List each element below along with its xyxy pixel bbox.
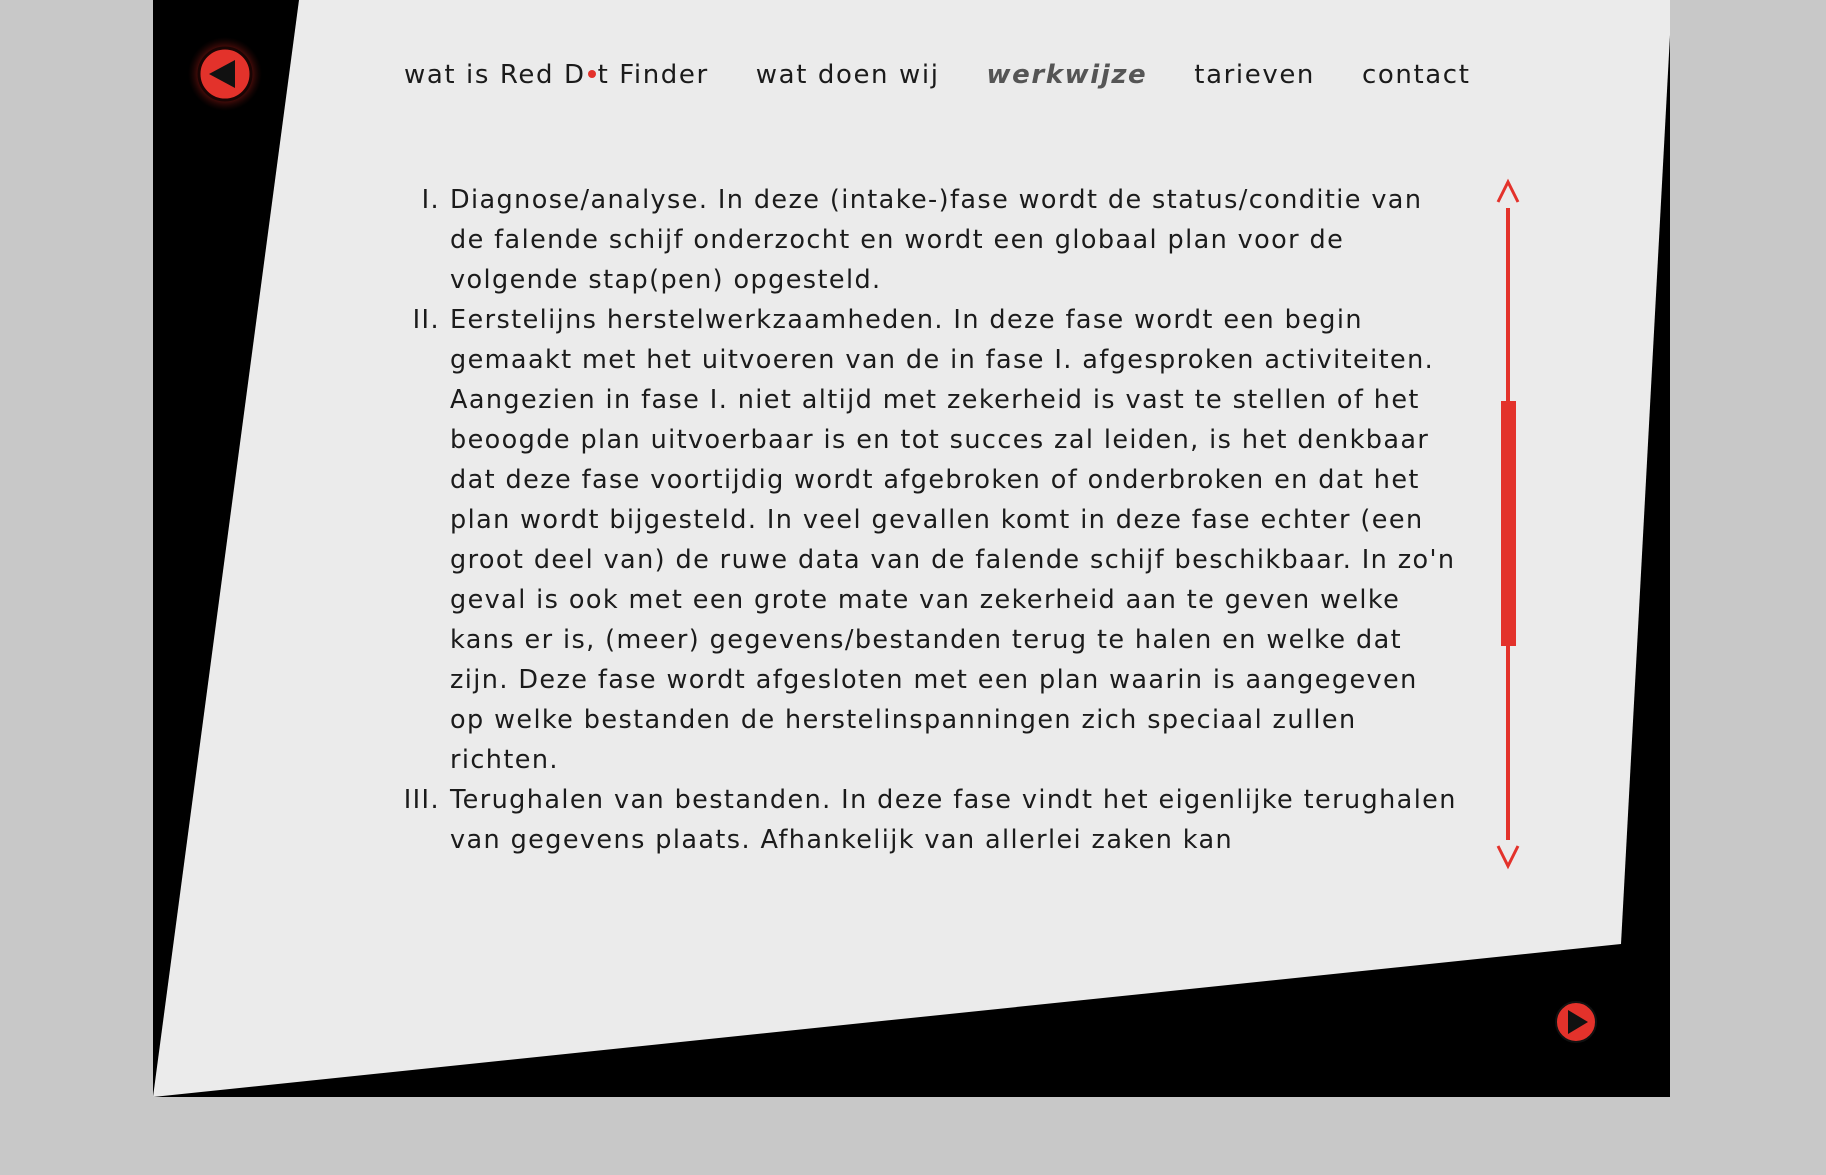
scrollbar[interactable]: [1493, 178, 1523, 870]
red-dot-icon: [588, 70, 596, 78]
main-nav: [404, 55, 1518, 95]
nav-item-wat-is-red-dot-finder[interactable]: [404, 60, 709, 90]
list-item: [368, 180, 1518, 300]
nav-label-part: t Finder: [597, 60, 709, 90]
step-text: Terughalen van bestanden. In deze fase vindt het eigenlijke terughalen van gegevens plaats. Afhankelijk van allerlei zaken kan: [450, 785, 1457, 855]
nav-item-werkwijze[interactable]: werkwijze: [986, 60, 1148, 90]
step-number: I.: [421, 185, 440, 215]
scroll-content: [368, 180, 1518, 865]
nav-item-contact[interactable]: contact: [1362, 60, 1471, 90]
scroll-thumb[interactable]: [1501, 401, 1516, 646]
nav-item-tarieven[interactable]: tarieven: [1194, 60, 1315, 90]
page-frame: [153, 0, 1670, 1097]
next-page-button[interactable]: [1554, 1000, 1598, 1044]
step-text: Diagnose/analyse. In deze (intake-)fase wordt de status/conditie van de falende schijf onderzocht en wordt een globaal plan voor de volgende stap(pen) opgesteld.: [450, 185, 1423, 295]
nav-label-part: wat is Red D: [404, 60, 586, 90]
list-item: [368, 300, 1518, 780]
list-item: [368, 780, 1518, 860]
arrow-right-circle-icon: [1554, 1000, 1598, 1044]
previous-page-button[interactable]: [187, 36, 263, 112]
steps-list: [368, 180, 1518, 860]
chevron-down-icon[interactable]: [1493, 838, 1523, 870]
step-text: Eerstelijns herstelwerkzaamheden. In deze fase wordt een begin gemaakt met het uitvoeren van de in fase I. afgesproken activiteiten. Aangezien in fase I. niet altijd met zekerheid is vast te stellen of het beoogde plan uitvoerbaar is en tot succes zal leiden, is het denkbaar dat deze fase voortijdig wordt afgebroken of onderbroken en dat het plan wordt bijgesteld. In veel gevallen komt in deze fase echter (een groot deel van) de ruwe data van de falende schijf beschikbaar. In zo'n geval is ook met een grote mate van zekerheid aan te geven welke kans er is, (meer) gegevens/bestanden terug te halen en welke dat zijn. Deze fase wordt afgesloten met een plan waarin is aangegeven op welke bestanden de herstelinspanningen zich speciaal zullen richten.: [450, 305, 1456, 775]
chevron-up-icon[interactable]: [1493, 178, 1523, 210]
step-number: II.: [412, 305, 440, 335]
arrow-left-circle-icon: [187, 36, 263, 112]
nav-item-wat-doen-wij[interactable]: wat doen wij: [755, 60, 940, 90]
step-number: III.: [403, 785, 440, 815]
